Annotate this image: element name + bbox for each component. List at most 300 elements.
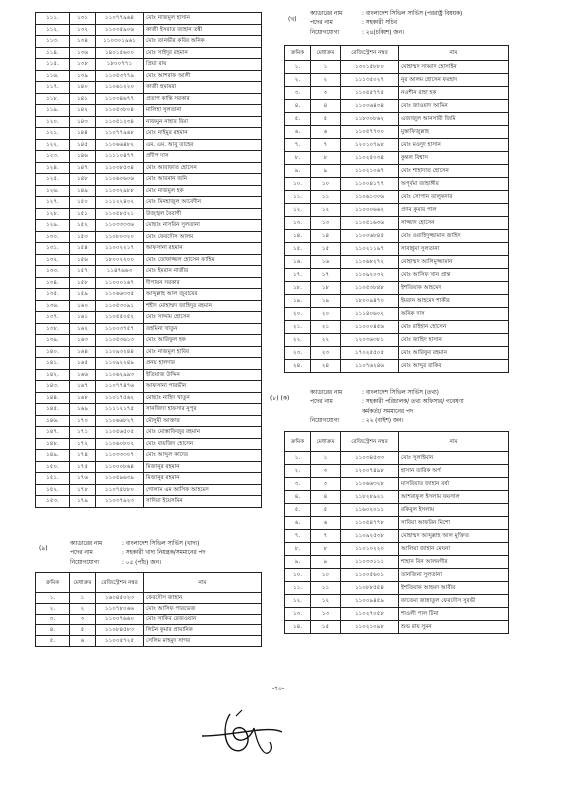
name-cell: মোঃ নাজমুল হাসান <box>144 13 262 25</box>
section-kha-number: (খ) <box>288 16 297 23</box>
serial-cell: ৬. <box>285 517 311 530</box>
table-row <box>36 636 262 647</box>
merit-cell: ১ <box>70 593 96 604</box>
name-cell: শাওলী পাল টিনা <box>399 608 509 621</box>
merit-cell: ১১ <box>311 582 341 595</box>
serial-cell: ৩. <box>285 478 311 491</box>
name-cell: কাজী ইসরাত জাহান তন্বী <box>144 24 262 36</box>
name-cell: এজাজুল আনসারী জিমি <box>399 113 509 126</box>
registration-cell: ১১০৭৭৯৬৪ <box>96 13 144 25</box>
merit-cell: ৯ <box>311 165 341 178</box>
serial-cell: ১৪২. <box>36 369 70 381</box>
merit-cell: ১৪৯ <box>70 185 96 197</box>
table-row <box>285 295 509 308</box>
table-row <box>36 82 262 94</box>
count-value: : ২২ (বাইশ) জন। <box>362 418 404 425</box>
table-row <box>36 208 262 220</box>
merit-cell: ১৩ <box>311 217 341 230</box>
merit-cell: ১৭২ <box>70 438 96 450</box>
table-row <box>36 151 262 163</box>
merit-cell: ১১ <box>311 191 341 204</box>
col-merit-header: মেধাক্রম <box>311 432 341 452</box>
registration-cell: ১১০৫৮৫২১ <box>96 208 144 220</box>
name-cell: মোঃ বায়জিদ হোসেন <box>144 438 262 450</box>
col-merit-header: মেধাক্রম <box>70 573 96 593</box>
table-row <box>36 323 262 335</box>
registration-cell: ১১০৯২২৪৯ <box>96 358 144 370</box>
serial-cell: ১৩১. <box>36 243 70 255</box>
registration-cell: ১১০৫৫৭৭৫ <box>341 87 399 100</box>
count-value: : ২৪(চব্বিশ) জন। <box>362 29 405 36</box>
merit-cell: ১৪৩ <box>70 116 96 128</box>
col-serial-header: ক্রমিক <box>285 46 311 61</box>
table-row <box>36 335 262 347</box>
registration-cell: ১১০১০২২০ <box>341 543 399 556</box>
table-row <box>285 321 509 334</box>
serial-cell: ১৪০. <box>36 346 70 358</box>
registration-cell: ১১০৩৮৫৩৪ <box>96 162 144 174</box>
name-cell: মোঃ সাইদুর রহমান <box>144 47 262 59</box>
registration-cell: ১১০৬৬৩৩৫ <box>96 289 144 301</box>
serial-cell: ১২. <box>285 595 311 608</box>
table-row <box>285 504 509 517</box>
serial-cell: ১১৩. <box>36 36 70 48</box>
name-cell: মোঃ আব্দুল কাদের <box>144 450 262 462</box>
table-row <box>285 269 509 282</box>
table-row <box>36 450 262 462</box>
registration-cell: ১১০২১১৯৭ <box>341 243 399 256</box>
name-cell: শহীদ মোহাম্মদ জাহিদুর রহমান <box>144 300 262 312</box>
merit-cell: ১ <box>311 61 341 74</box>
merit-cell: ১৩ <box>311 608 341 621</box>
name-cell: ইশতিয়াক আহমদ আবীর <box>399 582 509 595</box>
serial-cell: ৯. <box>285 556 311 569</box>
merit-cell: ১৬৬ <box>70 369 96 381</box>
registration-cell: ১১০২১০৯৮ <box>341 621 399 634</box>
post-key: পদের নাম <box>70 550 93 557</box>
merit-cell: ৩ <box>311 465 341 478</box>
serial-cell: ১০. <box>285 178 311 191</box>
serial-cell: ১১৫. <box>36 59 70 71</box>
post-value: : সহকারী সচিব <box>362 20 397 27</box>
merit-cell: ১৬১ <box>70 312 96 324</box>
name-cell: মাসরিয়াত জাহান বর্ষা <box>399 478 509 491</box>
cadre-key: ক্যাডারের নাম <box>310 11 343 17</box>
name-cell: মোঃ নাজমুল হক <box>144 185 262 197</box>
table-row <box>285 543 509 556</box>
merit-cell: ১৭৮ <box>70 484 96 496</box>
name-cell: প্রনয় হালদার <box>144 358 262 370</box>
name-cell: ফেরদৌস জাহান <box>144 593 262 604</box>
merit-cell: ১৭ <box>311 269 341 282</box>
table-row <box>285 100 509 113</box>
serial-cell: ১২০. <box>36 116 70 128</box>
merit-cell: ১৬০ <box>70 300 96 312</box>
serial-cell: ১১৮. <box>36 93 70 105</box>
name-cell: মোঃ আরিফুর রহমান <box>399 347 509 360</box>
serial-cell: ১৪৩. <box>36 381 70 393</box>
name-cell: মোহাম্মদ সাব্বাদ হোসাইন <box>399 61 509 74</box>
serial-cell: ১৩. <box>285 217 311 230</box>
serial-cell: ৫. <box>36 636 70 647</box>
registration-cell: ১১১৪০৬০২ <box>341 308 399 321</box>
serial-cell: ১৬. <box>285 256 311 269</box>
registration-cell: ১১০৫৩৭৭৯ <box>96 70 144 82</box>
name-cell: প্রিয়া রায় <box>144 59 262 71</box>
registration-cell: ১১৮২৮৯২১ <box>341 491 399 504</box>
count-value: : ০৫ (পাঁচ) জন। <box>122 559 161 566</box>
table-row <box>36 266 262 278</box>
name-cell: মোঃ আরিফুল হক <box>144 335 262 347</box>
registration-cell: ১৭০২৫৫০৫ <box>341 347 399 360</box>
table-row <box>36 93 262 105</box>
registration-cell: ১১০৫৩৮০৪ <box>96 105 144 117</box>
merit-cell: ১৩২ <box>70 24 96 36</box>
table-row <box>285 126 509 139</box>
merit-cell: ১৯ <box>311 295 341 308</box>
name-cell: মোছাঃ নাসরিন সুলতানা <box>144 220 262 232</box>
name-cell: মোঃ ইমরান নাজীর <box>144 266 262 278</box>
serial-cell: ১১. <box>285 582 311 595</box>
registration-cell: ১১১২২৪০২ <box>96 197 144 209</box>
merit-cell: ১৬৯ <box>70 404 96 416</box>
merit-cell: ২২ <box>311 334 341 347</box>
name-cell: মোহাম্মদ আলিমুজ্জামান <box>399 256 509 269</box>
registration-cell: ১১০০০১৬৭ <box>96 277 144 289</box>
serial-cell: ১৩৫. <box>36 289 70 301</box>
count-key: নিয়োগযোগ্য <box>310 418 340 425</box>
registration-cell: ১১০৫১৬৩৬ <box>341 217 399 230</box>
table-row <box>285 204 509 217</box>
table-row <box>36 105 262 117</box>
name-cell: সেলিম মাহমুদ সাগর <box>144 636 262 647</box>
cadre-value: : বাংলাদেশ সিভিল সার্ভিস (পররাষ্ট্র বিষয়ক) <box>362 11 463 17</box>
table-row <box>285 243 509 256</box>
registration-cell: ১১০৭৫৮৮০ <box>96 484 144 496</box>
serial-cell: ১২৩. <box>36 151 70 163</box>
name-cell: মোঃ ওয়াহিদুজ্জামান জাহিদ <box>399 230 509 243</box>
post-value: : সহকারী পরিচালক/ তথ্য অফিসার/ গবেষণা <box>362 399 464 406</box>
name-cell: মোঃ মওদুদ হাসান <box>399 139 509 152</box>
table-row <box>285 347 509 360</box>
name-cell: সাজ্জাদ হোসেন <box>399 217 509 230</box>
col-serial-header: ক্রমিক <box>285 432 311 452</box>
left-table-body <box>36 13 262 508</box>
merit-cell: ১৫৩ <box>70 231 96 243</box>
registration-cell: ১১০৬০৬০৬ <box>96 174 144 186</box>
table-row <box>36 369 262 381</box>
table-row <box>36 404 262 416</box>
table-row <box>36 36 262 48</box>
serial-cell: ১২৬. <box>36 185 70 197</box>
merit-cell: ১৬৮ <box>70 392 96 404</box>
merit-cell: ১৭৯ <box>70 496 96 508</box>
serial-cell: ২৩. <box>285 347 311 360</box>
name-cell: মোঃ সুলাইমান <box>399 452 509 465</box>
merit-cell: ১৮ <box>311 282 341 295</box>
merit-cell: ১৪৫ <box>70 139 96 151</box>
merit-cell: ১৭৫ <box>70 461 96 473</box>
count-key: নিয়োগযোগ্য <box>70 559 100 566</box>
serial-cell: ৯. <box>285 165 311 178</box>
registration-cell: ১১০০৫৭২৫ <box>96 636 144 647</box>
registration-cell: ১১০৩৩৩০৭ <box>96 450 144 462</box>
name-cell: আশরাফুল ইসলাম ফয়সাল <box>399 491 509 504</box>
name-cell: অপূর্বমা জাহাঙ্গীর <box>399 178 509 191</box>
serial-cell: ১৫০. <box>36 461 70 473</box>
registration-cell: ১১০১৭৫৬২ <box>96 392 144 404</box>
name-cell: প্রতাপ কান্তি সরকার <box>144 93 262 105</box>
serial-cell: ১৪৭. <box>36 427 70 439</box>
section-kha-table <box>284 45 509 373</box>
merit-cell: ১৫৯ <box>70 289 96 301</box>
merit-cell: ১৪৬ <box>70 151 96 163</box>
name-cell: মোঃ জাহিদ হাসান <box>399 334 509 347</box>
serial-cell: ৫. <box>285 504 311 517</box>
table-row <box>36 70 262 82</box>
serial-cell: ১১৭. <box>36 82 70 94</box>
post-value-line2: কর্মকর্তা/ সমমানের পদ <box>362 408 413 415</box>
name-cell: সাবান্নুমা সুলতানা <box>399 243 509 256</box>
registration-cell: ১৮০০৯৪৭০ <box>341 295 399 308</box>
serial-cell: ২. <box>285 74 311 87</box>
merit-cell: ৫ <box>311 113 341 126</box>
serial-cell: ১৫৩. <box>36 496 70 508</box>
name-cell: মৌসুমী আক্তার <box>144 415 262 427</box>
registration-cell: ১১০২৫০৩৪ <box>341 152 399 165</box>
merit-cell: ১৫২ <box>70 220 96 232</box>
registration-cell: ১১০০২২১৭ <box>96 243 144 255</box>
serial-cell: ১. <box>36 593 70 604</box>
registration-cell: ১১০০৪১৭৭ <box>341 178 399 191</box>
table-row <box>36 484 262 496</box>
merit-cell: ৭ <box>311 139 341 152</box>
section-kha-header <box>310 10 462 38</box>
registration-cell: ১১০৩৩৩৩৬ <box>96 220 144 232</box>
name-cell: মালিহা সুলতানা <box>144 105 262 117</box>
table-row <box>285 178 509 191</box>
merit-cell: ১৭৬ <box>70 473 96 485</box>
merit-cell: ১৩৯ <box>70 70 96 82</box>
registration-cell: ১২০৩৬৩৮১ <box>341 334 399 347</box>
registration-cell: ১১০৬৬৪৮২ <box>96 139 144 151</box>
registration-cell: ১১০৩৪৬৭৭ <box>96 93 144 105</box>
post-key: পদের নাম <box>310 20 333 27</box>
table-row <box>285 556 509 569</box>
registration-cell: ১১০৫৭৭৩০ <box>341 126 399 139</box>
col-reg-header: রেজিস্ট্রেশন নম্বর <box>96 573 144 593</box>
registration-cell: ১১০৩২৯৮৮ <box>96 185 144 197</box>
serial-cell: ১৮. <box>285 282 311 295</box>
name-cell: মোঃ সাকিব রেজওয়ান <box>144 614 262 625</box>
merit-cell: ১৬৪ <box>70 346 96 358</box>
name-cell: আলিয়া জাহান মেঘনা <box>399 543 509 556</box>
merit-cell: ১৭১ <box>70 427 96 439</box>
registration-cell: ১১০০৬৮৪৫ <box>341 230 399 243</box>
table-row <box>36 473 262 485</box>
table-row <box>36 254 262 266</box>
serial-cell: ১৩৮. <box>36 323 70 335</box>
table-row <box>285 491 509 504</box>
registration-cell: ১১০৬৮২৭২ <box>341 256 399 269</box>
registration-cell: ১১৮০০৮৬২ <box>341 113 399 126</box>
name-cell: শুভ রায় সুমন <box>399 621 509 634</box>
serial-cell: ১৩৭. <box>36 312 70 324</box>
merit-cell: ১৪১ <box>70 93 96 105</box>
name-cell: প্রদীপ দাস <box>144 151 262 163</box>
registration-cell: ১২০১০৭৯৮ <box>341 139 399 152</box>
table-row <box>36 312 262 324</box>
name-cell: মুস্তাফিজুল্লাহ <box>399 126 509 139</box>
serial-cell: ৭. <box>285 139 311 152</box>
name-cell: অনিক দাস <box>399 308 509 321</box>
serial-cell: ২১. <box>285 321 311 334</box>
name-cell: শাহান বিন আলমগীর <box>399 556 509 569</box>
serial-cell: ১৪১. <box>36 358 70 370</box>
merit-cell: ১৫ <box>311 621 341 634</box>
serial-cell: ১৩. <box>285 608 311 621</box>
registration-cell: ১১০৭৭৪৭৬ <box>96 381 144 393</box>
registration-cell: ১১১১০৪৭৭ <box>96 151 144 163</box>
registration-cell: ১১০৬২৯৯৩ <box>96 369 144 381</box>
registration-cell: ১১০৯২৫৩৮ <box>341 530 399 543</box>
table-row <box>36 625 262 636</box>
merit-cell: ৬ <box>311 517 341 530</box>
merit-cell: ১ <box>311 452 341 465</box>
name-cell: মিজানুর রহমান <box>144 461 262 473</box>
name-cell: ইতিয়াজ উদ্দিন <box>144 369 262 381</box>
table-row <box>36 614 262 625</box>
registration-cell: ১১০৯৩২৪৪ <box>96 346 144 358</box>
registration-cell: ১১০০৩৭৫৭ <box>96 323 144 335</box>
registration-cell: ১১০৬১৩০৬ <box>341 191 399 204</box>
table-row <box>36 289 262 301</box>
serial-cell: ১৭. <box>285 269 311 282</box>
table-row <box>36 603 262 614</box>
merit-cell: ১৬২ <box>70 323 96 335</box>
serial-cell: ২. <box>36 603 70 614</box>
serial-cell: ১২১. <box>36 128 70 140</box>
table-row <box>36 593 262 604</box>
registration-cell: ১১০৩৫৯০৬ <box>96 24 144 36</box>
registration-cell: ১১০৫৪৭৭৮ <box>341 517 399 530</box>
registration-cell: ১১০৭৬২৪৬ <box>341 360 399 373</box>
table-row <box>285 334 509 347</box>
section-ka-table <box>284 431 509 634</box>
name-cell: কুন্তল বিশ্বাস <box>399 152 509 165</box>
merit-cell: ৩ <box>70 614 96 625</box>
merit-cell: ১৬৩ <box>70 335 96 347</box>
table-row <box>36 415 262 427</box>
name-cell: গোলাম এম আসিফ আহমেদ <box>144 484 262 496</box>
col-reg-header: রেজিস্ট্রেশন নম্বর <box>341 46 399 61</box>
name-cell: নওশীন রাহা হক <box>399 87 509 100</box>
table-row <box>285 165 509 178</box>
col-merit-header: মেধাক্রম <box>311 46 341 61</box>
serial-cell: ১৩৯. <box>36 335 70 347</box>
merit-cell: ১৬৭ <box>70 381 96 393</box>
table-row <box>36 277 262 289</box>
table-row <box>285 308 509 321</box>
registration-cell: ১১০৫৫০৫২ <box>96 312 144 324</box>
table-row <box>285 452 509 465</box>
merit-cell: ১৩১ <box>70 13 96 25</box>
name-cell: মোঃ ফেরদৌস আলম <box>144 231 262 243</box>
name-cell: মোঃ নাইমুর রহমান <box>144 128 262 140</box>
table-row <box>285 87 509 100</box>
serial-cell: ১২৯. <box>36 220 70 232</box>
registration-cell: ১১০৬১২২০ <box>96 82 144 94</box>
serial-cell: ১১. <box>285 191 311 204</box>
registration-cell: ১১৪৭৬৬৩ <box>96 266 144 278</box>
registration-cell: ১১০০০৪৫৬ <box>341 321 399 334</box>
merit-cell: ১৫ <box>311 243 341 256</box>
merit-cell: ১৫১ <box>70 208 96 220</box>
serial-cell: ১৪৮. <box>36 438 70 450</box>
serial-cell: ৬. <box>285 126 311 139</box>
serial-cell: ১৩৬. <box>36 300 70 312</box>
registration-cell: ১১০০৭৬৬০ <box>96 614 144 625</box>
registration-cell: ১১০০৬৪৩৪ <box>341 100 399 113</box>
table-row <box>36 438 262 450</box>
table-row <box>285 256 509 269</box>
table-row <box>285 621 509 634</box>
table-row <box>36 116 262 128</box>
merit-cell: ১৪৪ <box>70 128 96 140</box>
merit-cell: ৫ <box>70 625 96 636</box>
serial-cell: ১২. <box>285 204 311 217</box>
section-kha-body <box>285 61 509 373</box>
table-row <box>36 162 262 174</box>
merit-cell: ২ <box>311 74 341 87</box>
name-cell: মোঃ সোপান তালুকদার <box>399 191 509 204</box>
merit-cell: ১৩৬ <box>70 47 96 59</box>
serial-cell: ৩. <box>36 614 70 625</box>
name-cell: মোহাম্মদ আব্দুল্লাহ আল মুক্তিত <box>399 530 509 543</box>
registration-cell: ১১০৭৮০৬৬ <box>96 603 144 614</box>
serial-cell: ১৪৫. <box>36 404 70 416</box>
name-cell: মোঃ তানভীর কবির অনিক <box>144 36 262 48</box>
registration-cell: ১৩০১৫৮৮০ <box>341 61 399 74</box>
serial-cell: ১২২. <box>36 139 70 151</box>
signature-icon <box>200 706 310 758</box>
table-row <box>36 197 262 209</box>
table-row <box>285 113 509 126</box>
serial-cell: ১১২. <box>36 24 70 36</box>
name-cell: মোঃ আসিফ খান প্রান্ত <box>399 269 509 282</box>
registration-cell: ১১১৩৫০২৭ <box>341 74 399 87</box>
serial-cell: ১. <box>285 452 311 465</box>
registration-cell: ১১১১২১৭৫ <box>96 404 144 416</box>
col-reg-header: রেজিস্ট্রেশন নম্বর <box>341 432 399 452</box>
merit-cell: ১৬৫ <box>70 358 96 370</box>
count-key: নিয়োগযোগ্য <box>310 29 340 36</box>
table-row <box>285 191 509 204</box>
merit-cell: ৬ <box>70 636 96 647</box>
serial-cell: ১১১. <box>36 13 70 25</box>
table-row <box>285 139 509 152</box>
name-cell: তানজিনা সুলতানা <box>399 569 509 582</box>
serial-cell: ১০. <box>285 569 311 582</box>
registration-cell: ১৬০৪৫০২৩ <box>96 593 144 604</box>
merit-cell: ১০ <box>311 569 341 582</box>
merit-cell: ১৭০ <box>70 415 96 427</box>
table-row <box>285 282 509 295</box>
table-row <box>285 569 509 582</box>
registration-cell: ১১০৫৯৬৩৯ <box>96 473 144 485</box>
merit-cell: ১৪ <box>311 230 341 243</box>
table-row <box>285 61 509 74</box>
